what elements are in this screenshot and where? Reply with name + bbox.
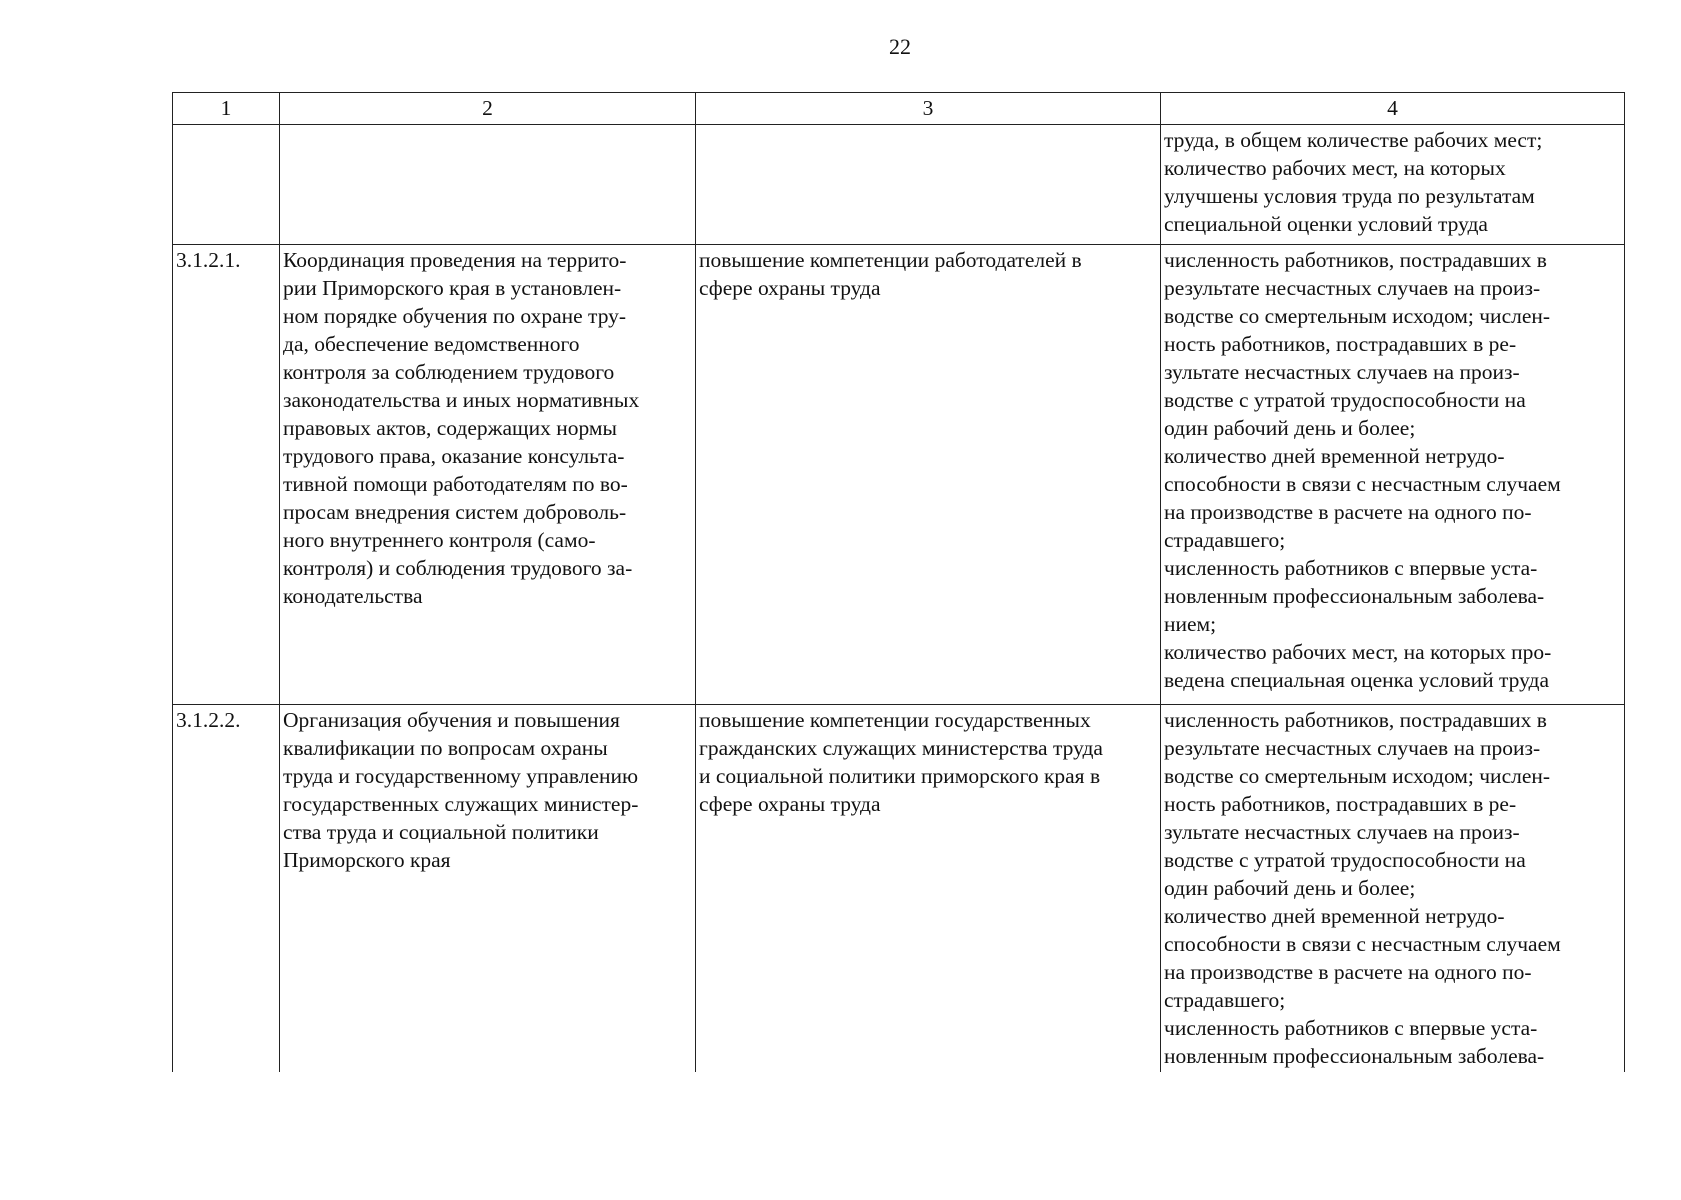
cell-text-line: страдавшего; xyxy=(1164,528,1286,552)
cell-text-line: сфере охраны труда xyxy=(699,792,881,816)
cell-text-line: контроля за соблюдением трудового xyxy=(283,360,615,384)
cell-text-line: количество дней временной нетрудо- xyxy=(1164,444,1505,468)
cell-text-line: улучшены условия труда по результатам xyxy=(1164,184,1535,208)
cell-text-line: страдавшего; xyxy=(1164,988,1286,1012)
measure-cell xyxy=(280,705,696,1073)
table-header-row xyxy=(173,93,1625,125)
measure-cell xyxy=(280,245,696,705)
cell-text-line: способности в связи с несчастным случаем xyxy=(1164,932,1561,956)
cell-text-line: способности в связи с несчастным случаем xyxy=(1164,472,1561,496)
cell-text-line: правовых актов, содержащих нормы xyxy=(283,416,617,440)
result-cell xyxy=(696,245,1161,705)
header-col-3: 3 xyxy=(696,93,1161,125)
cell-text-line: повышение компетенции работодателей в xyxy=(699,248,1082,272)
result-cell xyxy=(696,125,1161,245)
cell-text-line: да, обеспечение ведомственного xyxy=(283,332,580,356)
cell-text-line: численность работников, пострадавших в xyxy=(1164,248,1547,272)
cell-text-line: законодательства и иных нормативных xyxy=(283,388,640,412)
table-row xyxy=(173,245,1625,705)
cell-text-line: труда и государственному управлению xyxy=(283,764,639,788)
cell-text-line: ность работников, пострадавших в ре- xyxy=(1164,792,1517,816)
cell-text-line: трудового права, оказание консульта- xyxy=(283,444,625,468)
table-row xyxy=(173,125,1625,245)
cell-text-line: результате несчастных случаев на произ- xyxy=(1164,276,1541,300)
row-number-cell: 3.1.2.1. xyxy=(173,245,280,705)
cell-text-line: сфере охраны труда xyxy=(699,276,881,300)
cell-text-line: ность работников, пострадавших в ре- xyxy=(1164,332,1517,356)
cell-text-line: ведена специальная оценка условий труда xyxy=(1164,668,1550,692)
cell-text-line: результате несчастных случаев на произ- xyxy=(1164,736,1541,760)
cell-text-line: ном порядке обучения по охране тру- xyxy=(283,304,627,328)
cell-text-line: государственных служащих министер- xyxy=(283,792,639,816)
header-col-1: 1 xyxy=(173,93,280,125)
cell-text-line: гражданских служащих министерства труда xyxy=(699,736,1103,760)
cell-text-line: на производстве в расчете на одного по- xyxy=(1164,960,1532,984)
cell-text-line: Приморского края xyxy=(283,848,451,872)
cell-text-line: рии Приморского края в установлен- xyxy=(283,276,622,300)
cell-text-line: труда, в общем количестве рабочих мест; xyxy=(1164,128,1543,152)
cell-text-line: численность работников с впервые уста- xyxy=(1164,556,1538,580)
cell-text-line: просам внедрения систем доброволь- xyxy=(283,500,627,524)
cell-text-line: водстве со смертельным исходом; числен- xyxy=(1164,304,1551,328)
cell-text-line: количество рабочих мест, на которых про- xyxy=(1164,640,1552,664)
cell-text-line: количество рабочих мест, на которых xyxy=(1164,156,1506,180)
document-table xyxy=(172,92,1625,1072)
cell-text-line: контроля) и соблюдения трудового за- xyxy=(283,556,633,580)
indicator-cell xyxy=(1161,245,1625,705)
cell-text-line: численность работников, пострадавших в xyxy=(1164,708,1547,732)
cell-text-line: зультате несчастных случаев на произ- xyxy=(1164,820,1520,844)
result-cell xyxy=(696,705,1161,1073)
indicator-cell xyxy=(1161,705,1625,1073)
cell-text-line: ного внутреннего контроля (само- xyxy=(283,528,596,552)
cell-text-line: новленным профессиональным заболева- xyxy=(1164,584,1545,608)
cell-text-line: зультате несчастных случаев на произ- xyxy=(1164,360,1520,384)
measure-cell xyxy=(280,125,696,245)
cell-text-line: количество дней временной нетрудо- xyxy=(1164,904,1505,928)
cell-text-line: конодательства xyxy=(283,584,423,608)
cell-text-line: повышение компетенции государственных xyxy=(699,708,1091,732)
cell-text-line: водстве со смертельным исходом; числен- xyxy=(1164,764,1551,788)
row-number-cell xyxy=(173,125,280,245)
cell-text-line: численность работников с впервые уста- xyxy=(1164,1016,1538,1040)
cell-text-line: новленным профессиональным заболева- xyxy=(1164,1044,1545,1068)
cell-text-line: на производстве в расчете на одного по- xyxy=(1164,500,1532,524)
table-row xyxy=(173,705,1625,1073)
cell-text-line: квалификации по вопросам охраны xyxy=(283,736,608,760)
cell-text-line: специальной оценки условий труда xyxy=(1164,212,1488,236)
cell-text-line: Координация проведения на террито- xyxy=(283,248,627,272)
indicator-cell xyxy=(1161,125,1625,245)
cell-text-line: водстве с утратой трудоспособности на xyxy=(1164,388,1526,412)
cell-text-line: водстве с утратой трудоспособности на xyxy=(1164,848,1526,872)
cell-text-line: один рабочий день и более; xyxy=(1164,876,1416,900)
cell-text-line: один рабочий день и более; xyxy=(1164,416,1416,440)
cell-text-line: тивной помощи работодателям по во- xyxy=(283,472,628,496)
cell-text-line: нием; xyxy=(1164,612,1217,636)
header-col-2: 2 xyxy=(280,93,696,125)
page-number: 22 xyxy=(889,34,911,59)
row-number-cell: 3.1.2.2. xyxy=(173,705,280,1073)
header-col-4: 4 xyxy=(1161,93,1625,125)
cell-text-line: и социальной политики приморского края в xyxy=(699,764,1101,788)
cell-text-line: Организация обучения и повышения xyxy=(283,708,620,732)
cell-text-line: ства труда и социальной политики xyxy=(283,820,599,844)
